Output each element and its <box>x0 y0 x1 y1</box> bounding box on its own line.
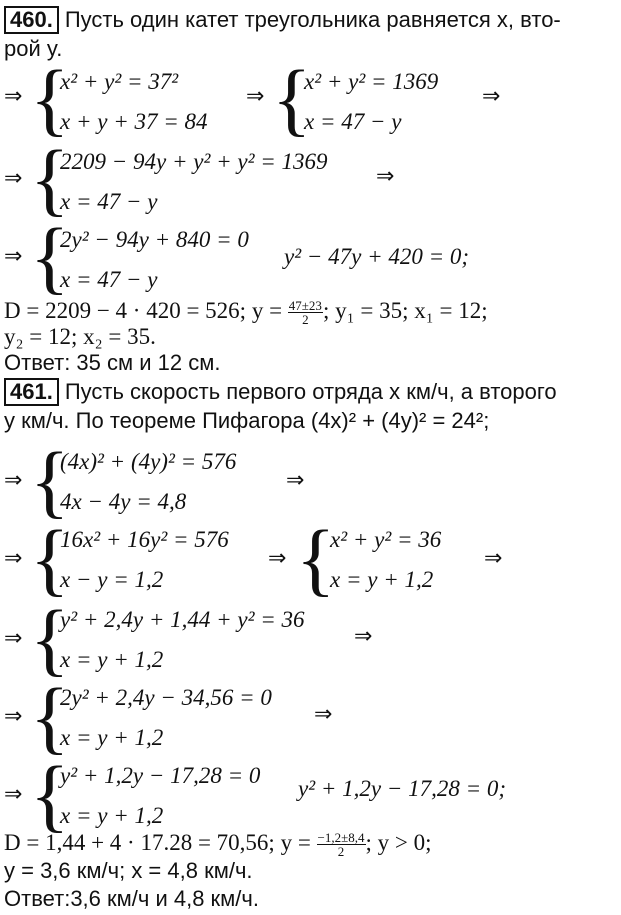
system-brace: { <box>30 513 70 604</box>
system-brace: { <box>272 53 312 144</box>
system-460-4: 2y² − 94y + 840 = 0 x = 47 − y <box>60 227 249 292</box>
system-461-4: y² + 2,4y + 1,44 + y² = 36 x = y + 1,2 <box>60 607 305 672</box>
implies-arrow: ⇒ <box>376 164 395 189</box>
result-461: y = 3,6 км/ч; x = 4,8 км/ч. <box>4 858 253 883</box>
problem-460-intro-line2: рой y. <box>4 36 63 61</box>
implies-arrow: ⇒ <box>246 84 265 109</box>
fraction: $\frac{47\pm 23}{2}$ <box>288 298 322 328</box>
problem-460-number: 460. <box>4 6 59 34</box>
implies-arrow: ⇒ <box>4 704 23 729</box>
equation-460: y² − 47y + 420 = 0; <box>284 244 470 269</box>
implies-arrow: ⇒ <box>482 84 501 109</box>
problem-461-number: 461. <box>4 378 59 406</box>
system-brace: { <box>30 211 70 302</box>
implies-arrow: ⇒ <box>314 702 333 727</box>
implies-arrow: ⇒ <box>286 468 305 493</box>
implies-arrow: ⇒ <box>4 546 23 571</box>
system-460-3: 2209 − 94y + y² + y² = 1369 x = 47 − y <box>60 149 328 214</box>
system-461-3: x² + y² = 36 x = y + 1,2 <box>330 527 442 592</box>
implies-arrow: ⇒ <box>354 624 373 649</box>
system-brace: { <box>30 133 70 224</box>
answer-460: Ответ: 35 см и 12 см. <box>4 350 221 375</box>
system-460-2: x² + y² = 1369 x = 47 − y <box>304 69 439 134</box>
system-brace: { <box>30 53 70 144</box>
problem-460-intro-line1: 460. Пусть один катет треугольника равняется x, вто- <box>4 6 561 34</box>
system-brace: { <box>30 749 70 840</box>
fraction: $\frac{-1,2\pm 8,4}{2}$ <box>317 830 365 860</box>
problem-461-intro-line2: y км/ч. По теореме Пифагора (4x)² + (4y)² = 24²; <box>4 408 490 433</box>
system-460-1: x² + y² = 37² x + y + 37 = 84 <box>60 69 208 134</box>
system-brace: { <box>30 593 70 684</box>
discriminant-461: D = 1,44 + 4 · 17.28 = 70,56; y = $\frac{-1,2\pm 8,4}{2}$ ; y > 0; <box>4 830 432 860</box>
problem-461-intro-line1: 461. Пусть скорость первого отряда x км/ч, а второго <box>4 378 557 406</box>
implies-arrow: ⇒ <box>4 166 23 191</box>
implies-arrow: ⇒ <box>484 546 503 571</box>
system-461-6: y² + 1,2y − 17,28 = 0 x = y + 1,2 <box>60 763 261 828</box>
discriminant-460: D = 2209 − 4 · 420 = 526; y = $\frac{47\pm 23}{2}$ ; y₁ = 35; x₁ = 12; <box>4 298 488 328</box>
roots-460: y₂ = 12; x₂ = 35. <box>4 324 156 349</box>
system-brace: { <box>30 435 70 526</box>
system-brace: { <box>296 513 336 604</box>
implies-arrow: ⇒ <box>4 244 23 269</box>
system-461-5: 2y² + 2,4y − 34,56 = 0 x = y + 1,2 <box>60 685 272 750</box>
implies-arrow: ⇒ <box>4 468 23 493</box>
system-brace: { <box>30 671 70 762</box>
implies-arrow: ⇒ <box>4 626 23 651</box>
answer-461: Ответ:3,6 км/ч и 4,8 км/ч. <box>4 886 259 911</box>
implies-arrow: ⇒ <box>268 546 287 571</box>
equation-461: y² + 1,2y − 17,28 = 0; <box>298 776 507 801</box>
implies-arrow: ⇒ <box>4 782 23 807</box>
system-461-1: (4x)² + (4y)² = 576 4x − 4y = 4,8 <box>60 449 237 514</box>
system-461-2: 16x² + 16y² = 576 x − y = 1,2 <box>60 527 229 592</box>
implies-arrow: ⇒ <box>4 84 23 109</box>
